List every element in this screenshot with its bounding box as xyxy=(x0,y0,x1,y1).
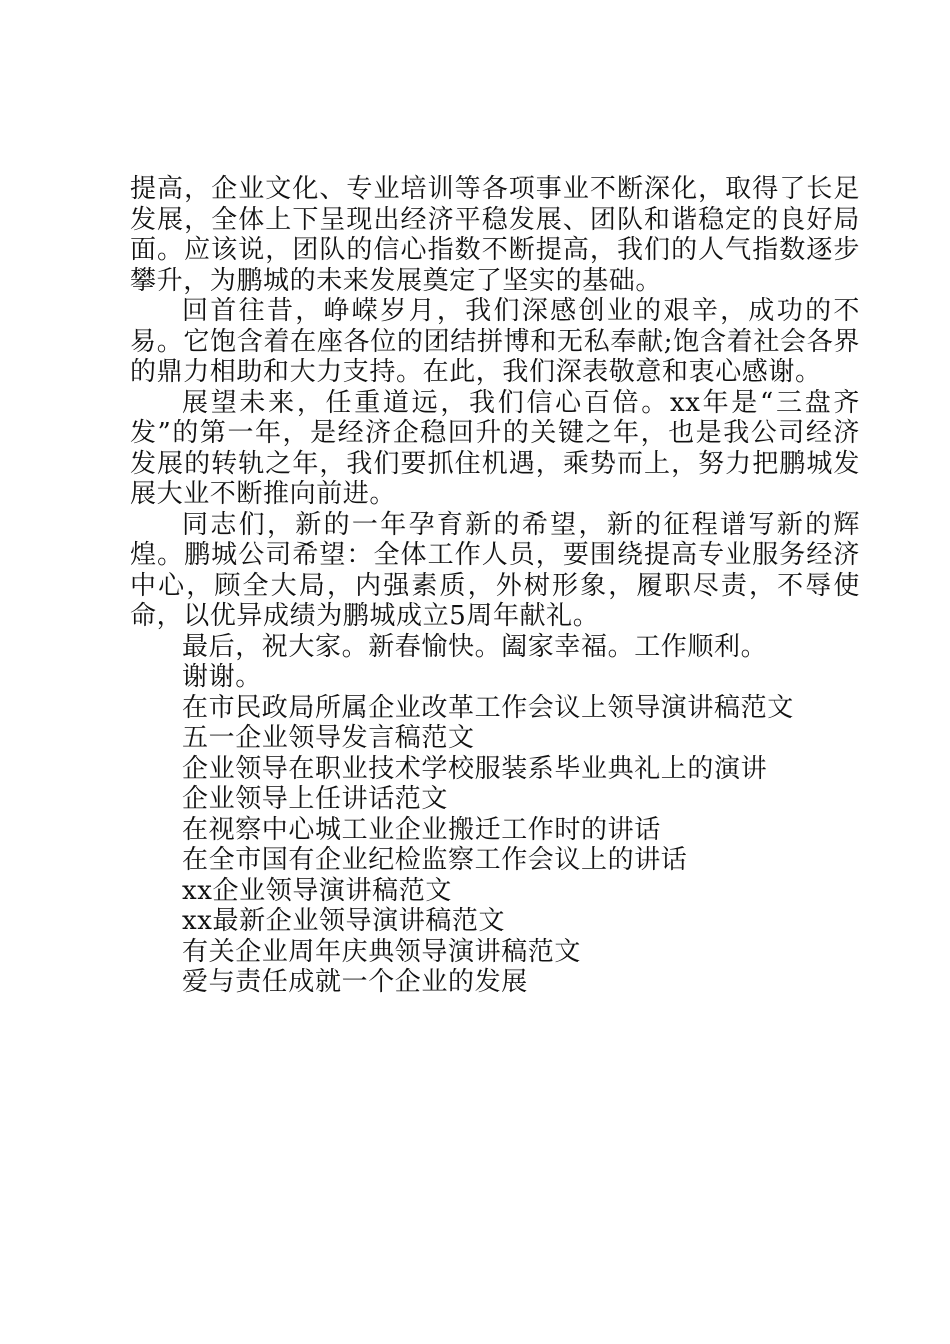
related-article-link[interactable]: xx企业领导演讲稿范文 xyxy=(182,875,452,906)
related-article-link[interactable]: 爱与责任成就一个企业的发展 xyxy=(182,967,528,997)
related-article-link[interactable]: 在市民政局所属企业改革工作会议上领导演讲稿范文 xyxy=(182,692,794,723)
related-article-link[interactable]: 企业领导上任讲话范文 xyxy=(182,784,449,814)
closing-wishes: 最后，祝大家。新春愉快。阖家幸福。工作顺利。 xyxy=(182,631,768,662)
related-article-link[interactable]: 五一企业领导发言稿范文 xyxy=(182,723,475,753)
thanks-line: 谢谢。 xyxy=(182,662,262,692)
related-article-link[interactable]: 在视察中心城工业企业搬迁工作时的讲话 xyxy=(182,814,661,845)
related-article-link[interactable]: 在全市国有企业纪检监察工作会议上的讲话 xyxy=(182,845,688,875)
paragraph-retrospect: 回首往昔，峥嵘岁月，我们深感创业的艰辛，成功的不易。它饱含着在座各位的团结拼博和无私奉献;饱含着社会各界的鼎力相助和大力支持。在此，我们深表敬意和衷心感谢。 xyxy=(130,296,860,387)
paragraph-outlook: 展望未来，任重道远，我们信心百倍。xx年是“三盘齐发”的第一年，是经济企稳回升的关键之年，也是我公司经济发展的转轨之年，我们要抓住机遇，乘势而上，努力把鹏城发展大业不断推向前进。 xyxy=(130,387,860,509)
paragraph-appeal: 同志们，新的一年孕育新的希望，新的征程谱写新的辉煌。鹏城公司希望：全体工作人员，要围绕提高专业服务经济中心，顾全大局，内强素质，外树形象，履职尽责，不辱使命，以优异成绩为鹏城成立5周年献礼。 xyxy=(130,509,860,631)
related-article-link[interactable]: 企业领导在职业技术学校服装系毕业典礼上的演讲 xyxy=(182,753,768,784)
paragraph-achievements: 提高，企业文化、专业培训等各项事业不断深化，取得了长足发展，全体上下呈现出经济平稳发展、团队和谐稳定的良好局面。应该说，团队的信心指数不断提高，我们的人气指数逐步攀升，为鹏城的未来发展奠定了坚实的基础。 xyxy=(130,174,860,296)
document-body xyxy=(130,174,860,998)
related-article-link[interactable]: 有关企业周年庆典领导演讲稿范文 xyxy=(182,936,582,967)
related-article-link[interactable]: xx最新企业领导演讲稿范文 xyxy=(182,906,506,936)
